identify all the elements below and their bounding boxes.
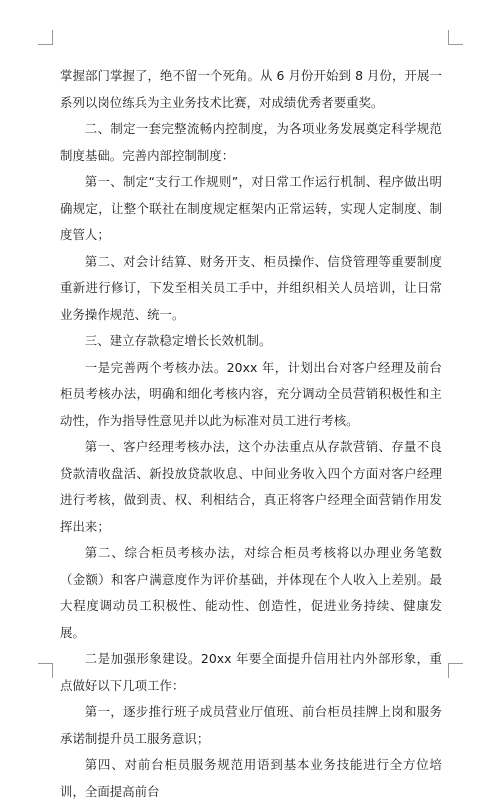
paragraph-8: 第二、综合柜员考核办法，对综合柜员考核将以办理业务笔数（金额）和客户满意度作为评价基础，并体现在个人收入上差别。最大程度调动员工积极性、能动性、创造性，促进业务持续、健康发展。: [60, 545, 442, 640]
paragraph-9: 二是加强形象建设。20xx 年要全面提升信用社内外部形象，重点做好以下几项工作：: [60, 651, 442, 693]
crop-mark-top-right: [448, 30, 463, 45]
paragraph-4: 第二、对会计结算、财务开支、柜员操作、信贷管理等重要制度重新进行修订，下发至相关员工手中，并组织相关人员培训，让日常业务操作规范、统一。: [60, 253, 442, 322]
crop-mark-bottom-right: [448, 663, 463, 678]
paragraph-6: 一是完善两个考核办法。20xx 年，计划出台对客户经理及前台柜员考核办法，明确和细化考核内容，充分调动全员营销积极性和主动性，作为指导性意见并以此为标准对员工进行考核。: [60, 359, 442, 428]
document-body: [60, 63, 442, 805]
paragraph-1: 掌握部门掌握了，绝不留一个死角。从 6 月份开始到 8 月份，开展一系列以岗位练兵为主业务技术比赛，对成绩优秀者要重奖。: [60, 68, 442, 110]
paragraph-5: 三、建立存款稳定增长长效机制。: [84, 333, 272, 348]
paragraph-10: 第一，逐步推行班子成员营业厅值班、前台柜员挂牌上岗和服务承诺制提升员工服务意识；: [60, 704, 442, 746]
paragraph-3: 第一、制定“支行工作规则”，对日常工作运行机制、程序做出明确规定，让整个联社在制度规定框架内正常运转，实现人定制度、制度管人；: [60, 174, 442, 242]
paragraph-11: 第四、对前台柜员服务规范用语到基本业务技能进行全方位培训，全面提高前台: [60, 757, 442, 799]
crop-mark-bottom-left: [38, 663, 53, 678]
crop-mark-top-left: [38, 30, 53, 45]
paragraph-7: 第一、客户经理考核办法，这个办法重点从存款营销、存量不良贷款清收盘活、新投放贷款收息、中间业务收入四个方面对客户经理进行考核，做到责、权、利相结合，真正将客户经理全面营销作用发挥出来；: [60, 439, 442, 534]
paragraph-2: 二、制定一套完整流畅内控制度，为各项业务发展奠定科学规范制度基础。完善内部控制制度：: [60, 121, 442, 163]
